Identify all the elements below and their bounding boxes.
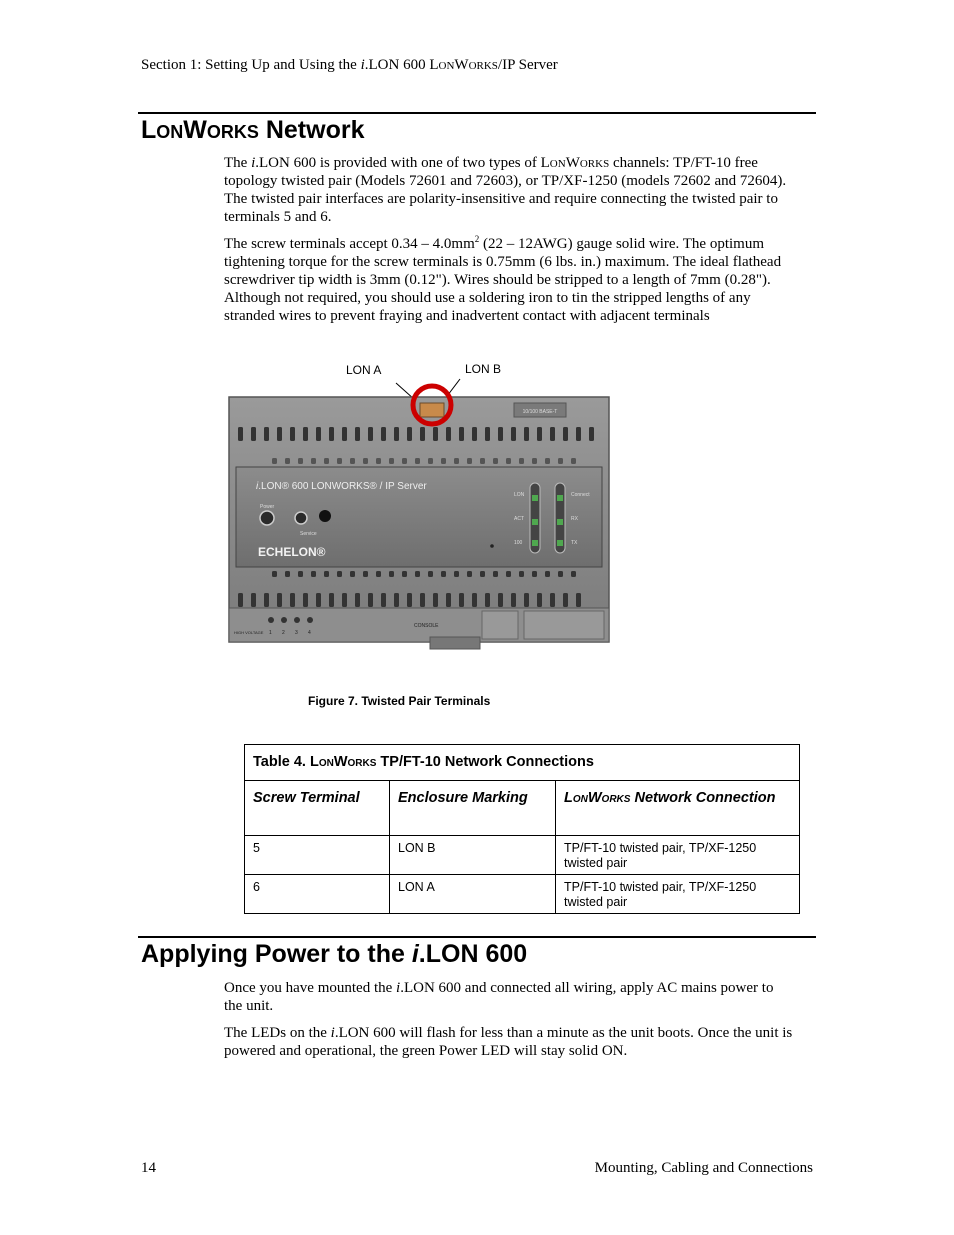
running-header-smallcaps: orks — [468, 57, 498, 73]
vent-slot — [381, 593, 386, 607]
text: channels: TP/FT-10 free topology twisted pair (Models 72601 and 72603), or TP/XF-1250 (models 72602 and 72604). The twisted pair interfaces are polarity-insensitive and require connecting the twisted pair to terminals 5 and 6. — [224, 155, 787, 225]
text-smallcaps: orks — [579, 155, 610, 171]
ilon-600-device-illustration — [224, 375, 616, 655]
vent-slot — [524, 593, 529, 607]
column-header-network-connection — [556, 781, 800, 836]
table-row — [245, 875, 800, 914]
high-voltage-label: HIGH VOLTAGE — [234, 630, 264, 635]
vent-slot — [376, 571, 381, 577]
column-header-enclosure-marking: Enclosure Marking — [390, 781, 556, 836]
vent-slot — [589, 427, 594, 441]
text-smallcaps: on — [318, 754, 334, 770]
vent-slot — [376, 458, 381, 464]
vent-slot — [472, 427, 477, 441]
vent-slot — [324, 458, 329, 464]
body-paragraph — [224, 979, 794, 1015]
vent-slot — [350, 458, 355, 464]
vent-slot — [337, 458, 342, 464]
vent-slot — [311, 571, 316, 577]
vent-slot — [532, 571, 537, 577]
table-header-row — [245, 781, 800, 836]
running-header-text: .LON 600 L — [364, 57, 439, 73]
vent-slot — [363, 571, 368, 577]
cell-marking: LON B — [390, 836, 556, 875]
paragraph-leds — [224, 1024, 794, 1060]
vent-slot — [394, 427, 399, 441]
vent-slot — [355, 593, 360, 607]
vent-slot — [316, 427, 321, 441]
led-label: Connect — [571, 492, 590, 498]
page-number: 14 — [141, 1160, 156, 1176]
vent-slot — [402, 571, 407, 577]
vent-slot — [472, 593, 477, 607]
vent-slot — [563, 593, 568, 607]
body-paragraph — [224, 1024, 794, 1060]
text-smallcaps: orks — [347, 754, 377, 770]
vent-slot — [467, 458, 472, 464]
text: Network Connection — [630, 790, 776, 806]
running-header-text: /IP Server — [497, 57, 558, 73]
vent-slot — [576, 427, 581, 441]
vent-slot — [480, 458, 485, 464]
title-part: Applying Power to the — [141, 940, 412, 968]
text: .LON 600 will flash for less than a minute as the unit boots. Once the unit is powered and operational, the green Power LED will stay solid ON. — [224, 1025, 793, 1059]
title-part-italic: i — [411, 940, 419, 968]
vent-slot — [415, 458, 420, 464]
led-label: LON — [514, 492, 525, 498]
network-connections-table — [244, 744, 800, 914]
vent-slot — [563, 427, 568, 441]
vent-slot — [329, 427, 334, 441]
vent-slot — [285, 458, 290, 464]
terminal-number: 1 — [269, 630, 272, 636]
text-italic: i — [396, 980, 401, 996]
vent-slot — [420, 427, 425, 441]
vent-slot — [454, 458, 459, 464]
vent-slot — [467, 571, 472, 577]
vent-slot — [407, 427, 412, 441]
text-smallcaps: orks — [601, 790, 631, 806]
vent-slot — [480, 571, 485, 577]
figure-caption: Figure 7. Twisted Pair Terminals — [308, 694, 491, 708]
led-label: RX — [571, 516, 578, 522]
vent-slot — [558, 458, 563, 464]
vent-slot — [459, 427, 464, 441]
vent-slot — [298, 571, 303, 577]
vent-slot — [311, 458, 316, 464]
cell-terminal: 5 — [245, 836, 390, 875]
vent-slot — [537, 427, 542, 441]
vent-slot — [272, 458, 277, 464]
text: W — [565, 155, 580, 171]
title-part: .LON 600 — [418, 940, 528, 968]
vent-slot — [251, 427, 256, 441]
vent-slot — [550, 593, 555, 607]
vent-slot — [498, 593, 503, 607]
text-italic: i — [251, 155, 256, 171]
text: (22 – 12AWG) gauge solid wire. The optimum tightening torque for the screw terminals is 0.75mm (6 lbs. in.) maximum. The ideal flathead screwdriver tip width is 3mm (0.12"). Wires should be stripped to a length of 7mm (0.28"). Although not required, you should use a soldering iron to tin the stripped lengths of any stranded wires to prevent fraying and inadvertent contact with adjacent terminals — [224, 236, 782, 324]
table-title-row — [245, 745, 800, 781]
vent-slot — [420, 593, 425, 607]
vent-slot — [524, 427, 529, 441]
title-part: orks — [206, 116, 259, 144]
vent-slot — [355, 427, 360, 441]
text-smallcaps: on — [572, 790, 588, 806]
console-label: CONSOLE — [414, 623, 439, 629]
vent-slot — [498, 427, 503, 441]
power-label: Power — [260, 504, 275, 510]
running-header-text: Section 1: Setting Up and Using the — [141, 57, 361, 73]
vent-slot — [571, 458, 576, 464]
vent-slot — [264, 593, 269, 607]
vent-slot — [454, 571, 459, 577]
vent-slot — [329, 593, 334, 607]
vent-slot — [428, 458, 433, 464]
text: The screw terminals accept 0.34 – 4.0mm — [224, 236, 475, 252]
vent-slot — [506, 458, 511, 464]
vent-slot — [485, 593, 490, 607]
vent-slot — [493, 458, 498, 464]
device-title: i.LON® 600 LONWORKS® / IP Server — [256, 481, 427, 492]
section-rule — [138, 936, 816, 938]
paragraph-screw-terminals — [224, 235, 794, 325]
led-label: TX — [571, 540, 578, 546]
vent-slot — [459, 593, 464, 607]
vent-slot — [441, 458, 446, 464]
vent-slot — [342, 427, 347, 441]
power-led-icon — [260, 511, 274, 525]
vent-slot — [519, 458, 524, 464]
vent-slot — [537, 593, 542, 607]
text: .LON 600 and connected all wiring, apply AC mains power to the unit. — [224, 980, 774, 1014]
vent-slot — [381, 427, 386, 441]
vent-slot — [550, 427, 555, 441]
table-row — [245, 836, 800, 875]
vent-slot — [303, 593, 308, 607]
cell-marking: LON A — [390, 875, 556, 914]
vent-slot — [303, 427, 308, 441]
vent-slot — [446, 427, 451, 441]
port-label: 10/100 BASE-T — [522, 409, 558, 415]
led-label: ACT — [514, 516, 524, 522]
vent-slot — [545, 571, 550, 577]
vent-slot — [545, 458, 550, 464]
text-italic: i — [330, 1025, 335, 1041]
vent-slot — [368, 593, 373, 607]
paragraph-apply-power — [224, 979, 794, 1015]
vent-slot — [277, 593, 282, 607]
vent-slot — [415, 571, 420, 577]
section-rule — [138, 112, 816, 114]
running-header-text: W — [454, 57, 469, 73]
vent-slot — [238, 427, 243, 441]
vent-slot — [285, 571, 290, 577]
table-title — [245, 745, 800, 781]
vent-slot — [485, 427, 490, 441]
text: W — [333, 754, 348, 770]
vent-slot — [389, 458, 394, 464]
vent-slot — [290, 427, 295, 441]
cell-connection: TP/FT-10 twisted pair, TP/XF-1250 twisted pair — [556, 836, 800, 875]
vent-slot — [519, 571, 524, 577]
column-header-screw-terminal: Screw Terminal — [245, 781, 390, 836]
vent-slot — [277, 427, 282, 441]
text: TP/FT-10 Network Connections — [376, 754, 594, 770]
echelon-logo: ECHELON® — [258, 545, 326, 559]
vent-slot — [251, 593, 256, 607]
service-label: Service — [300, 531, 317, 537]
title-part: Network — [258, 116, 365, 144]
vent-slot — [272, 571, 277, 577]
text-smallcaps: on — [549, 155, 566, 171]
text: Once you have mounted the — [224, 980, 397, 996]
label-lon-b: LON B — [465, 362, 502, 376]
vent-slot — [558, 571, 563, 577]
vent-slot — [506, 571, 511, 577]
vent-slot — [324, 571, 329, 577]
terminal-number: 2 — [282, 630, 285, 636]
vent-slot — [576, 593, 581, 607]
vent-slot — [511, 593, 516, 607]
terminal-number: 3 — [295, 630, 298, 636]
vent-slot — [433, 427, 438, 441]
running-header — [141, 57, 558, 74]
superscript: 2 — [474, 234, 480, 244]
service-led-icon — [295, 512, 307, 524]
text: W — [587, 790, 602, 806]
section-title-lonworks-network — [141, 116, 365, 145]
text: The LEDs on the — [224, 1025, 331, 1041]
vent-slot — [298, 458, 303, 464]
text: The — [224, 155, 252, 171]
vent-slot — [389, 571, 394, 577]
text: .LON 600 is provided with one of two types of L — [255, 155, 550, 171]
label-lon-a: LON A — [346, 363, 382, 377]
running-header-italic: i — [360, 57, 365, 73]
vent-slot — [350, 571, 355, 577]
terminal-number: 4 — [308, 630, 311, 636]
vent-slot — [446, 593, 451, 607]
vent-slot — [441, 571, 446, 577]
title-part: on — [156, 116, 184, 144]
title-part: L — [141, 116, 157, 144]
title-part: W — [183, 116, 207, 144]
vent-slot — [428, 571, 433, 577]
body-paragraph — [224, 154, 794, 226]
vent-slot — [394, 593, 399, 607]
led-label: 100 — [514, 540, 523, 546]
vent-slot — [342, 593, 347, 607]
paragraph-channels — [224, 154, 794, 226]
vent-slot — [363, 458, 368, 464]
section-title-applying-power — [141, 940, 527, 969]
vent-slot — [316, 593, 321, 607]
service-button-icon — [319, 510, 331, 522]
vent-slot — [407, 593, 412, 607]
vent-slot — [571, 571, 576, 577]
cell-connection: TP/FT-10 twisted pair, TP/XF-1250 twisted pair — [556, 875, 800, 914]
vent-slot — [238, 593, 243, 607]
body-paragraph — [224, 235, 794, 325]
vent-slot — [511, 427, 516, 441]
vent-slot — [433, 593, 438, 607]
vent-slot — [337, 571, 342, 577]
vent-slot — [493, 571, 498, 577]
cell-terminal: 6 — [245, 875, 390, 914]
vent-slot — [532, 458, 537, 464]
vent-slot — [402, 458, 407, 464]
vent-slot — [368, 427, 373, 441]
vent-slot — [264, 427, 269, 441]
footer-chapter: Mounting, Cabling and Connections — [594, 1160, 813, 1176]
vent-slot — [290, 593, 295, 607]
text: L — [564, 790, 573, 806]
text: Table 4. L — [253, 754, 319, 770]
running-header-smallcaps: on — [438, 57, 455, 73]
